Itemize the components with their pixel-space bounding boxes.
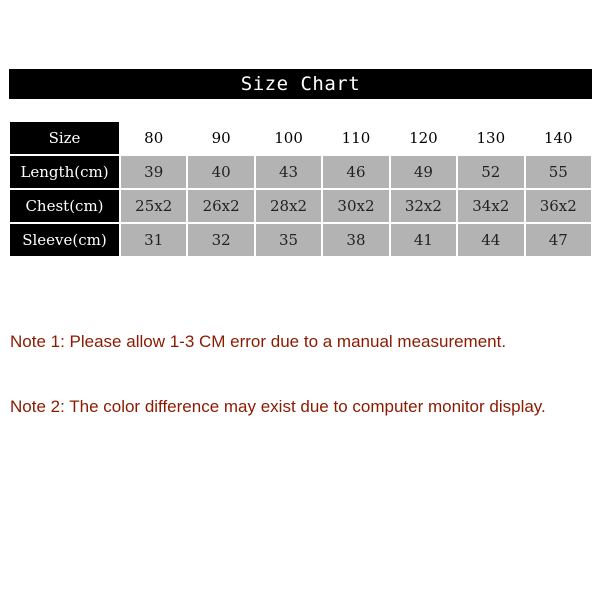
table-cell: 35 [256, 224, 321, 256]
table-cell: 25x2 [121, 190, 186, 222]
table-cell: 40 [188, 156, 253, 188]
size-header-cell: 90 [188, 122, 253, 154]
table-cell: 47 [526, 224, 591, 256]
size-header-cell: 110 [323, 122, 388, 154]
table-cell: 41 [391, 224, 456, 256]
table-cell: 43 [256, 156, 321, 188]
size-header-label: Size [10, 122, 119, 154]
table-cell: 34x2 [458, 190, 523, 222]
table-row-chest [10, 190, 591, 222]
table-cell: 39 [121, 156, 186, 188]
table-cell: 49 [391, 156, 456, 188]
size-table [8, 120, 593, 258]
table-cell: 32x2 [391, 190, 456, 222]
table-row-sleeve [10, 224, 591, 256]
table-cell: 36x2 [526, 190, 591, 222]
table-cell: 44 [458, 224, 523, 256]
note-manual-measurement: Note 1: Please allow 1-3 CM error due to a manual measurement. [10, 332, 507, 351]
size-header-cell: 130 [458, 122, 523, 154]
row-label-sleeve: Sleeve(cm) [10, 224, 119, 256]
table-header-row [10, 122, 591, 154]
size-chart-title: Size Chart [9, 69, 592, 99]
size-header-cell: 140 [526, 122, 591, 154]
table-cell: 31 [121, 224, 186, 256]
table-cell: 32 [188, 224, 253, 256]
table-cell: 28x2 [256, 190, 321, 222]
row-label-chest: Chest(cm) [10, 190, 119, 222]
row-label-length: Length(cm) [10, 156, 119, 188]
size-header-cell: 100 [256, 122, 321, 154]
size-header-cell: 80 [121, 122, 186, 154]
size-header-cell: 120 [391, 122, 456, 154]
table-cell: 55 [526, 156, 591, 188]
table-row-length [10, 156, 591, 188]
table-cell: 52 [458, 156, 523, 188]
table-cell: 30x2 [323, 190, 388, 222]
table-cell: 26x2 [188, 190, 253, 222]
table-cell: 38 [323, 224, 388, 256]
note-color-difference: Note 2: The color difference may exist due to computer monitor display. [10, 397, 546, 416]
table-cell: 46 [323, 156, 388, 188]
